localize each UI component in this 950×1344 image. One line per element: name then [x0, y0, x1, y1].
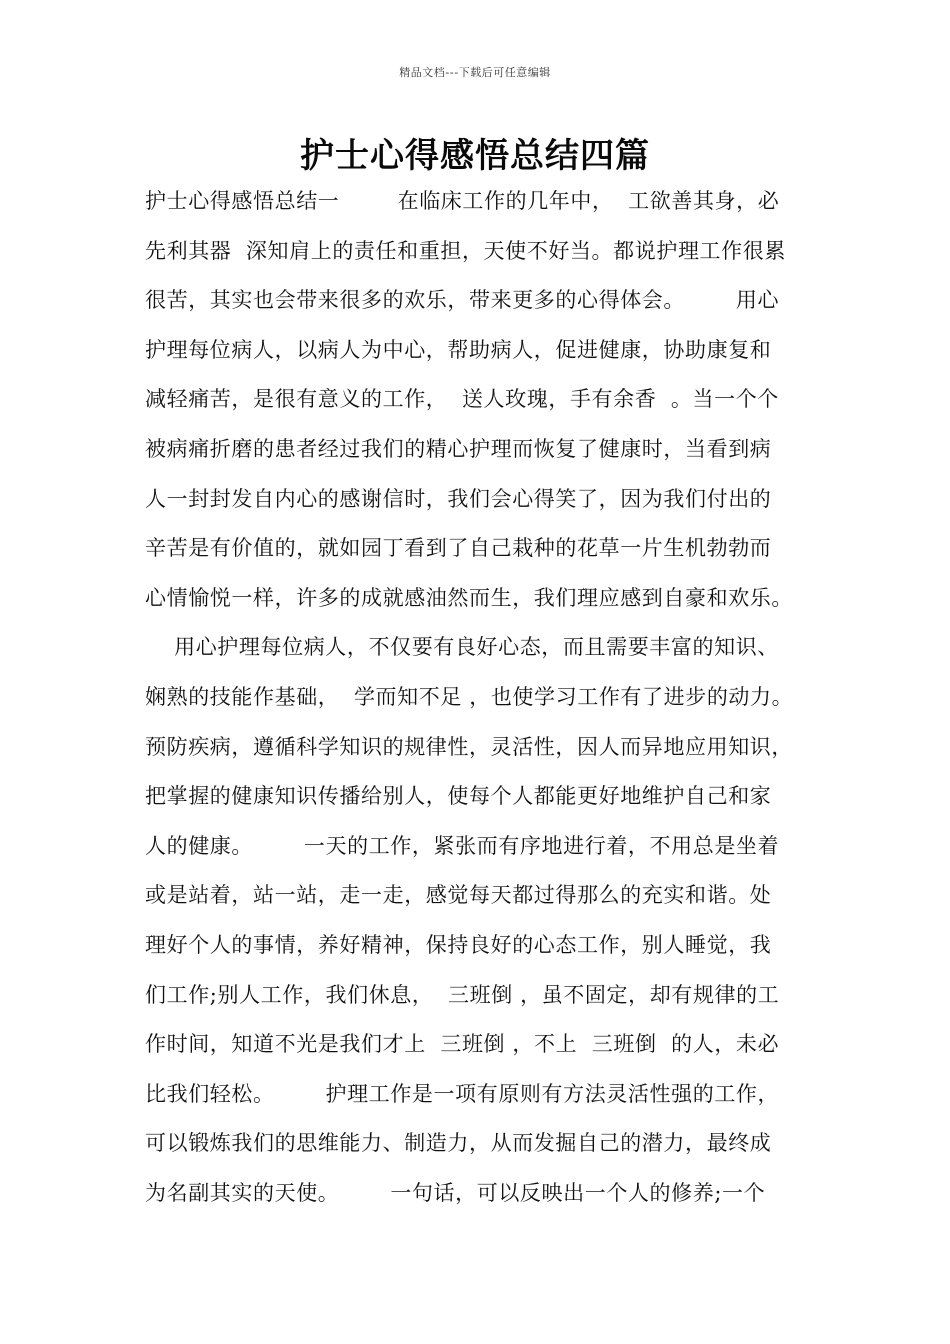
text-line: 被病痛折磨的患者经过我们的精心护理而恢复了健康时，当看到病	[145, 436, 772, 461]
text-line: 先利其器 深知肩上的责任和重担，天使不好当。都说护理工作很累	[145, 238, 786, 263]
text-line: 辛苦是有价值的，就如园丁看到了自己栽种的花草一片生机勃勃而	[145, 536, 772, 561]
text-line: 预防疾病，遵循科学知识的规律性，灵活性，因人而异地应用知识，	[145, 734, 793, 759]
text-line: 把掌握的健康知识传播给别人，使每个人都能更好地维护自己和家	[145, 784, 772, 809]
text-line: 娴熟的技能作基础， 学而知不足 ，也使学习工作有了进步的动力。	[145, 684, 794, 709]
text-line: 心情愉悦一样，许多的成就感油然而生，我们理应感到自豪和欢乐。	[145, 585, 793, 610]
text-line: 人一封封发自内心的感谢信时，我们会心得笑了，因为我们付出的	[145, 486, 772, 511]
text-line: 护理每位病人，以病人为中心，帮助病人，促进健康，协助康复和	[145, 337, 772, 362]
text-line: 理好个人的事情，养好精神，保持良好的心态工作，别人睡觉，我	[145, 932, 772, 957]
text-line: 或是站着，站一站，走一走，感觉每天都过得那么的充实和谐。处	[145, 883, 772, 908]
text-line: 为名副其实的天使。 一句话，可以反映出一个人的修养;一个	[145, 1180, 766, 1205]
text-line: 作时间，知道不光是我们才上 三班倒 ，不上 三班倒 的人，未必	[145, 1032, 780, 1057]
page-header: 精品文档---下载后可任意编辑	[399, 66, 551, 79]
text-line: 们工作;别人工作，我们休息， 三班倒 ，虽不固定，却有规律的工	[145, 982, 780, 1007]
text-line: 人的健康。 一天的工作，紧张而有序地进行着，不用总是坐着	[145, 833, 780, 858]
text-line: 护士心得感悟总结一 在临床工作的几年中， 工欲善其身，必	[145, 189, 780, 213]
text-line: 减轻痛苦，是很有意义的工作， 送人玫瑰，手有余香 。当一个个	[145, 387, 779, 412]
text-line: 比我们轻松。 护理工作是一项有原则有方法灵活性强的工作，	[145, 1081, 780, 1106]
text-line: 用心护理每位病人，不仅要有良好心态，而且需要丰富的知识、	[145, 635, 779, 660]
document-body	[145, 178, 845, 1219]
text-line: 可以锻炼我们的思维能力、制造力，从而发掘自己的潜力，最终成	[145, 1131, 772, 1156]
text-line: 很苦，其实也会带来很多的欢乐，带来更多的心得体会。 用心	[145, 288, 780, 313]
document-title: 护士心得感悟总结四篇	[300, 136, 650, 176]
